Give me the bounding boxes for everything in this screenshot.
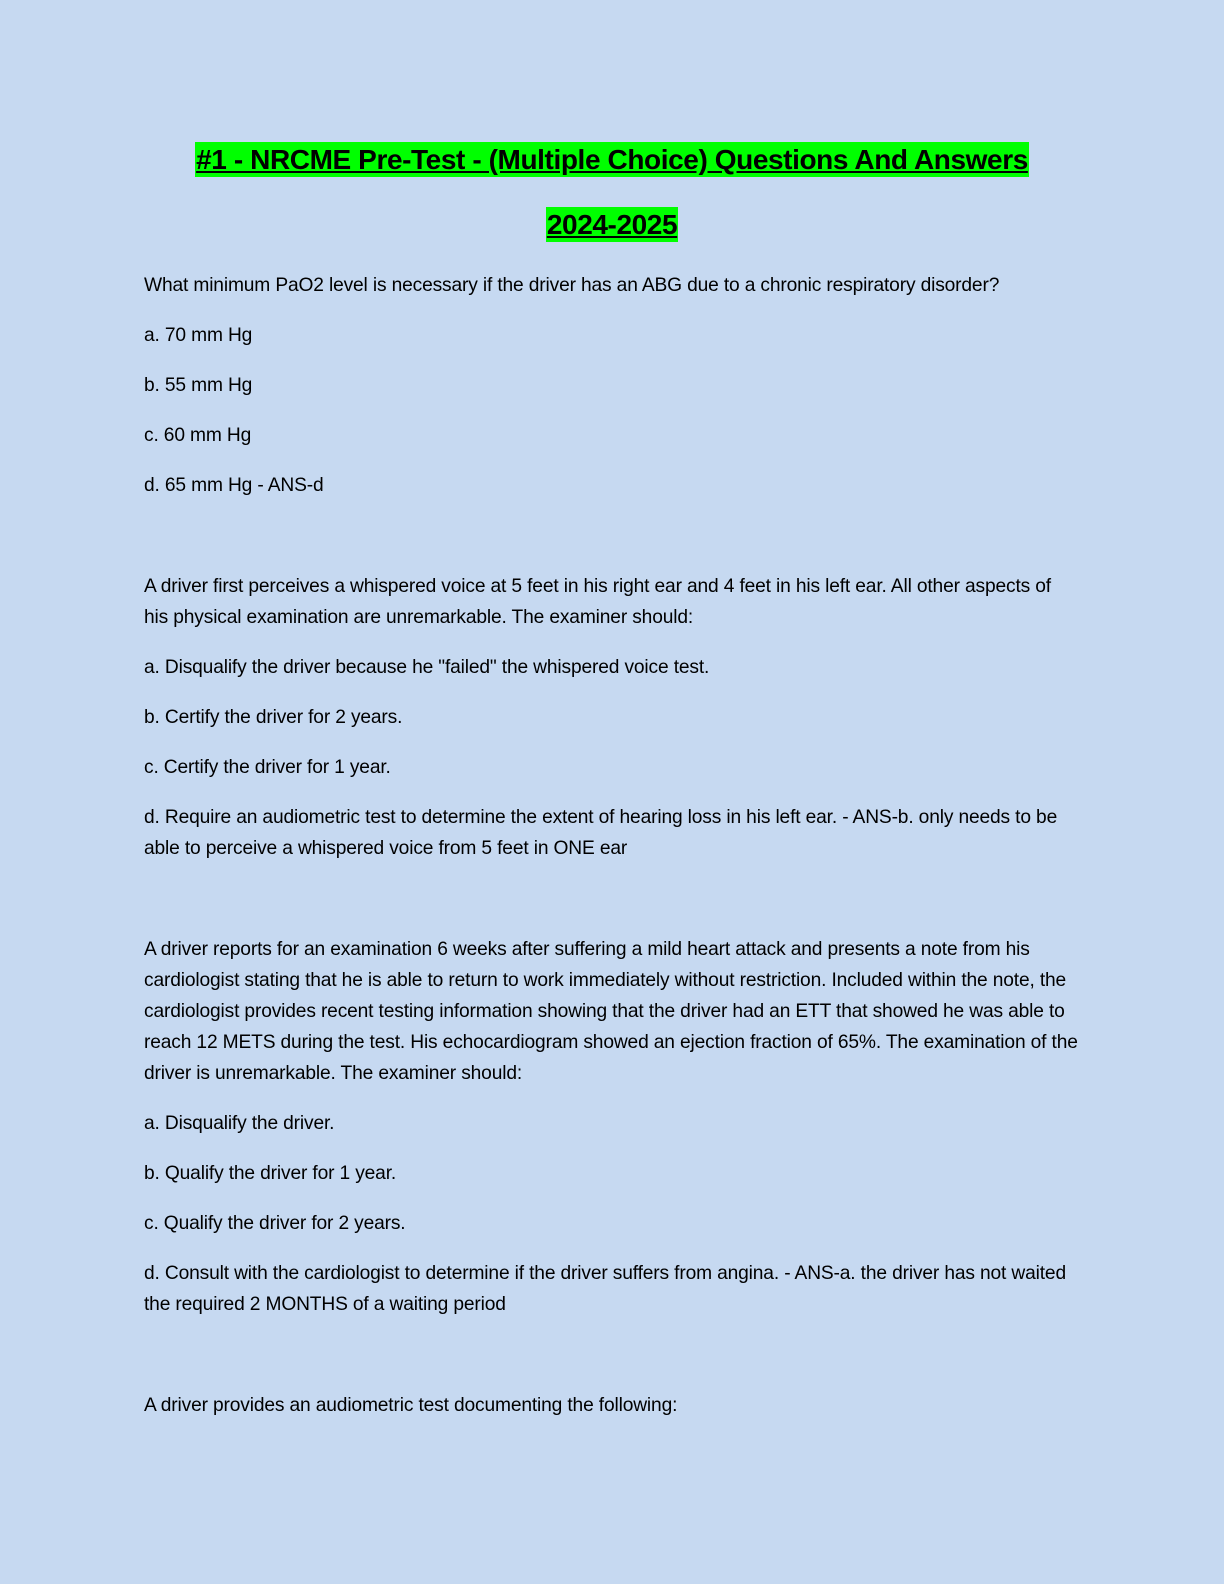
- question-prompt: A driver first perceives a whispered voice at 5 feet in his right ear and 4 feet in his left ear. All other aspects of his physical examination are unremarkable. The examiner should:: [144, 576, 1051, 628]
- answer-option: d. Consult with the cardiologist to determine if the driver suffers from angina. - ANS-a. the driver has not waited the required 2 MONTHS of a waiting period: [144, 1263, 1066, 1315]
- answer-option: b. Qualify the driver for 1 year.: [144, 1163, 397, 1184]
- answer-option: b. 55 mm Hg: [144, 375, 253, 396]
- answer-option: a. Disqualify the driver because he "failed" the whispered voice test.: [144, 657, 710, 678]
- question-prompt: What minimum PaO2 level is necessary if the driver has an ABG due to a chronic respiratory disorder?: [144, 275, 1000, 296]
- answer-option: d. 65 mm Hg - ANS-d: [144, 475, 324, 496]
- answer-option: a. Disqualify the driver.: [144, 1113, 335, 1134]
- document-content: [144, 270, 1080, 1491]
- document-title-text-1: #1 - NRCME Pre-Test - (Multiple Choice) Questions And Answers: [196, 144, 1028, 175]
- document-title-line-2: [144, 209, 1080, 241]
- question-3: [144, 934, 1080, 1320]
- answer-option: d. Require an audiometric test to determine the extent of hearing loss in his left ear. - ANS-b. only needs to be able to perceive a whispered voice from 5 feet in ONE ear: [144, 807, 1058, 859]
- question-2: [144, 571, 1080, 864]
- document-title-text-2: 2024-2025: [546, 209, 678, 240]
- question-prompt: A driver reports for an examination 6 weeks after suffering a mild heart attack and presents a note from his cardiologist stating that he is able to return to work immediately without restriction. Included within the note, the cardiologist provides recent testing information showing that the driver had an ETT that showed he was able to reach 12 METS during the test. His echocardiogram showed an ejection fraction of 65%. The examination of the driver is unremarkable. The examiner should:: [144, 939, 1078, 1084]
- answer-option: a. 70 mm Hg: [144, 325, 253, 346]
- question-prompt: A driver provides an audiometric test documenting the following:: [144, 1395, 678, 1416]
- answer-option: c. Qualify the driver for 2 years.: [144, 1213, 406, 1234]
- document-title-line-1: [144, 144, 1080, 176]
- answer-option: c. 60 mm Hg: [144, 425, 252, 446]
- question-4: [144, 1390, 1080, 1421]
- question-1: [144, 270, 1080, 501]
- answer-option: c. Certify the driver for 1 year.: [144, 757, 391, 778]
- answer-option: b. Certify the driver for 2 years.: [144, 707, 403, 728]
